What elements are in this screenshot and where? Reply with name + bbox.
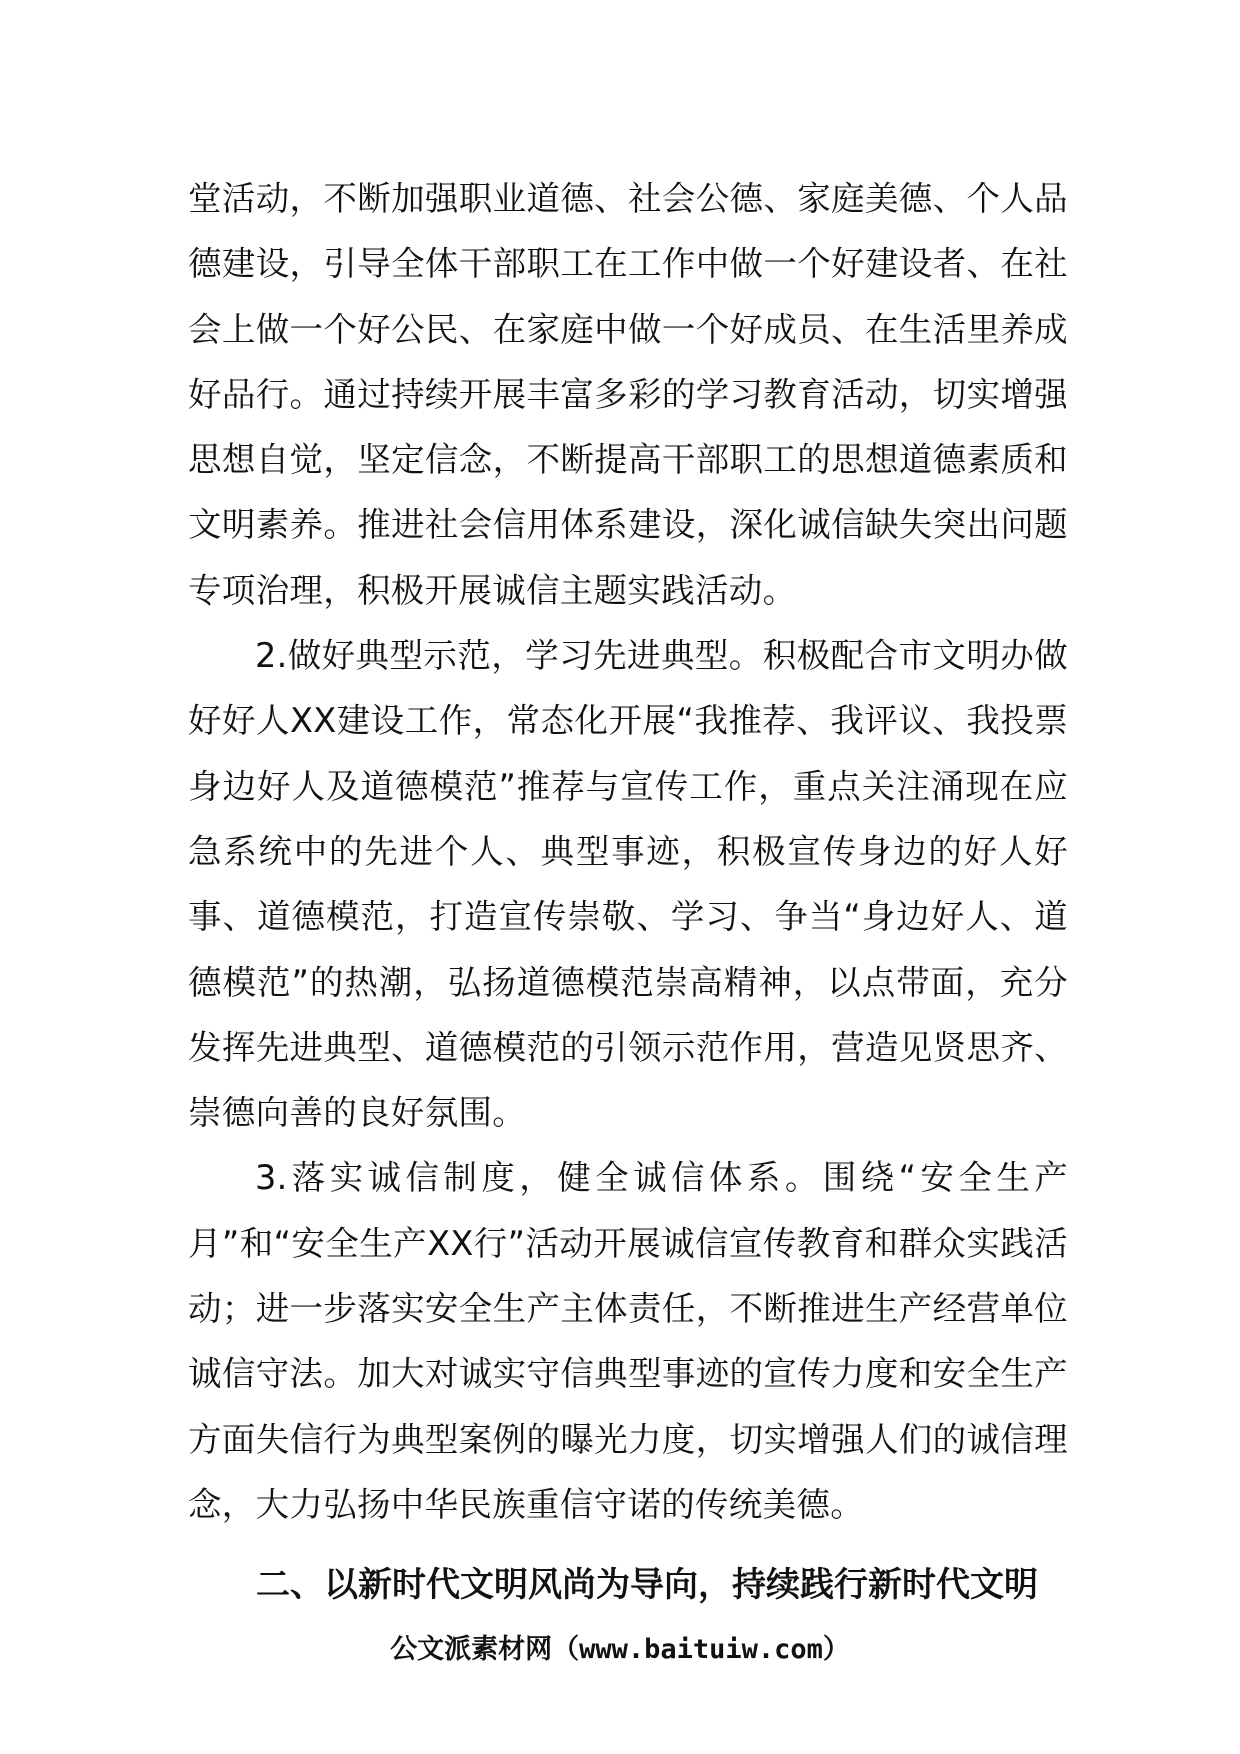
paragraph-integrity-system: 3.落实诚信制度，健全诚信体系。围绕“安全生产月”和“安全生产XX行”活动开展诚信宣传教育和群众实践活动；进一步落实安全生产主体责任，不断推进生产经营单位诚信守法。加大对诚实守信典型事迹的宣传力度和安全生产方面失信行为典型案例的曝光力度，切实增强人们的诚信理念，大力弘扬中华民族重信守诺的传统美德。 <box>188 1158 1068 1524</box>
source-footer: 公文派素材网（www.baituiw.com） <box>390 1634 850 1665</box>
document-body <box>188 166 1068 1537</box>
paragraph-typical-models: 2.做好典型示范，学习先进典型。积极配合市文明办做好好人XX建设工作，常态化开展“我推荐、我评议、我投票身边好人及道德模范”推荐与宣传工作，重点关注涌现在应急系统中的先进个人、典型事迹，积极宣传身边的好人好事、道德模范，打造宣传崇敬、学习、争当“身边好人、道德模范”的热潮，弘扬道德模范崇高精神，以点带面，充分发挥先进典型、道德模范的引领示范作用，营造见贤思齐、崇德向善的良好氛围。 <box>188 636 1068 1133</box>
paragraph-continuation: 堂活动，不断加强职业道德、社会公德、家庭美德、个人品德建设，引导全体干部职工在工作中做一个好建设者、在社会上做一个好公民、在家庭中做一个好成员、在生活里养成好品行。通过持续开展丰富多彩的学习教育活动，切实增强思想自觉，坚定信念，不断提高干部职工的思想道德素质和文明素养。推进社会信用体系建设，深化诚信缺失突出问题专项治理，积极开展诚信主题实践活动。 <box>188 179 1068 610</box>
section-heading: 二、以新时代文明风尚为导向，持续践行新时代文明 <box>256 1565 1038 1605</box>
